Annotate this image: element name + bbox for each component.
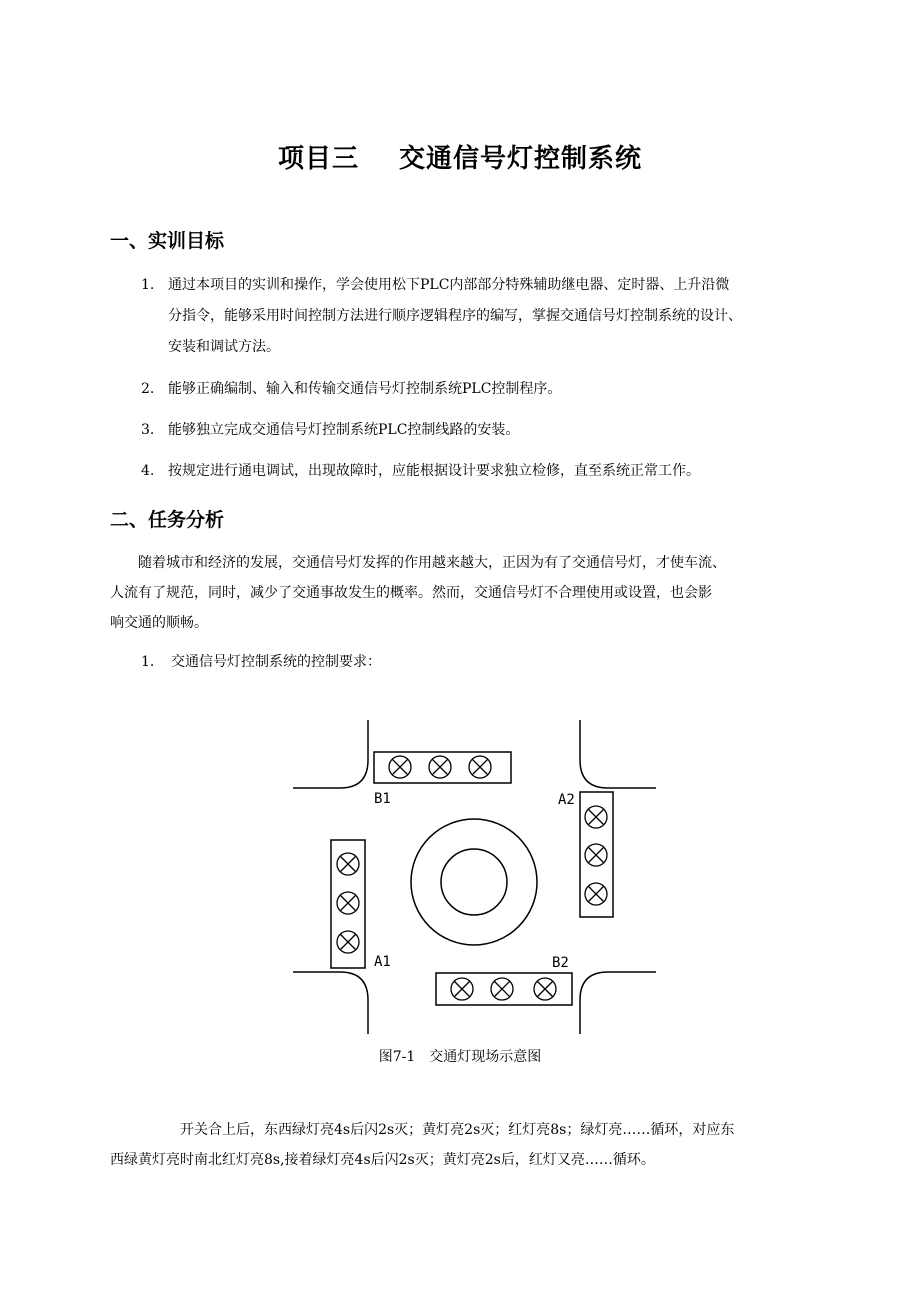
goal-num: 2. [141,381,155,397]
goal-num: 4. [141,463,155,479]
goal-text: 能够正确编制、输入和传输交通信号灯控制系统PLC控制程序。 [168,381,562,397]
closing-line1: 开关合上后，东西绿灯亮4s后闪2s灭；黄灯亮2s灭；红灯亮8s；绿灯亮……循环，对应东 [180,1122,735,1138]
goal-text: 通过本项目的实训和操作，学会使用松下PLC内部部分特殊辅助继电器、定时器、上升沿微 [168,277,730,293]
page-title [0,138,920,175]
label-a2: A2 [558,792,575,808]
signal-a2 [580,792,613,917]
analysis-line1: 随着城市和经济的发展，交通信号灯发挥的作用越来越大，正因为有了交通信号灯，才使车流、 [138,555,726,571]
goal-text-line3: 安装和调试方法。 [168,339,280,355]
analysis-paragraph [110,548,810,638]
goal-text: 按规定进行通电调试，出现故障时，应能根据设计要求独立检修，直至系统正常工作。 [168,463,700,479]
goal-num: 1. [141,277,155,293]
signal-b2 [436,973,572,1005]
goal-item-3 [141,415,813,446]
goal-item-1 [141,270,813,363]
signal-a1 [331,840,365,968]
label-a1: A1 [374,954,391,970]
closing-paragraph [110,1115,820,1175]
subitem-num: 1. [141,654,155,670]
goal-item-2 [141,374,813,405]
analysis-subitem-1 [141,647,813,678]
analysis-line3: 响交通的顺畅。 [110,615,208,631]
traffic-light-diagram [290,718,660,1036]
road-corner-sw [293,972,368,1034]
road-corner-ne [580,720,656,788]
goal-item-4 [141,456,813,487]
title-part2: 交通信号灯控制系统 [399,144,643,174]
road-corner-se [580,972,656,1034]
goal-text-line2: 分指令，能够采用时间控制方法进行顺序逻辑程序的编写，掌握交通信号灯控制系统的设计、 [168,308,742,324]
section-heading-goals: 一、实训目标 [110,230,225,252]
label-b2: B2 [552,955,569,971]
goal-num: 3. [141,422,155,438]
signal-b1 [374,752,511,783]
roundabout-outer [411,819,537,945]
analysis-line2: 人流有了规范，同时，减少了交通事故发生的概率。然而，交通信号灯不合理使用或设置，也会影 [110,585,712,601]
closing-line2: 西绿黄灯亮时南北红灯亮8s,接着绿灯亮4s后闪2s灭；黄灯亮2s后，红灯又亮……循环。 [110,1152,655,1168]
section-heading-analysis: 二、任务分析 [110,509,225,531]
road-corner-nw [293,720,368,788]
title-part1: 项目三 [277,144,359,174]
goal-text: 能够独立完成交通信号灯控制系统PLC控制线路的安装。 [168,422,520,438]
label-b1: B1 [374,791,391,807]
figure-caption: 图7-1 交通灯现场示意图 [378,1049,542,1065]
subitem-text: 交通信号灯控制系统的控制要求： [171,654,381,670]
roundabout-inner [441,849,507,915]
